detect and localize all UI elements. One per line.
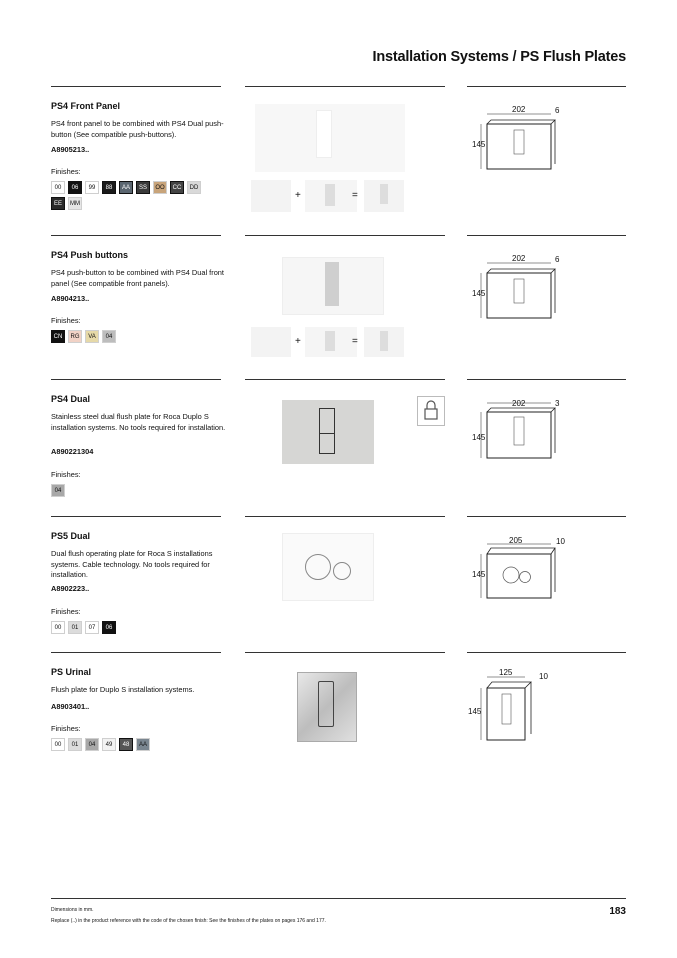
product-code: A8902223.. [51,584,90,593]
dim-height: 145 [468,707,482,716]
finish-swatch-rg: RG [68,330,82,343]
page-number: 183 [609,906,626,917]
dimension-drawing [467,86,626,221]
equals-sign: = [352,190,358,201]
dimension-drawing [467,379,626,514]
footnote-dimensions: Dimensions in mm. [51,907,94,913]
finish-swatch-49: 49 [102,738,116,751]
finish-swatch-cn: CN [51,330,65,343]
divider [245,86,445,87]
product-ps4-front-panel [51,86,626,221]
finish-swatch-aa: AA [136,738,150,751]
finish-swatch-va: VA [85,330,99,343]
dim-depth: 10 [556,537,565,546]
dim-depth: 3 [555,399,560,408]
finish-swatches [51,738,211,751]
large-button [305,554,331,580]
product-code: A8904213.. [51,294,90,303]
padlock-icon [418,396,444,424]
button-shape [325,184,335,206]
finish-swatch-48: 48 [119,738,133,751]
finish-swatches [51,484,211,497]
finish-swatch-01: 01 [68,738,82,751]
finish-swatch-06: 06 [68,181,82,194]
button-shape [380,184,388,204]
dimension-drawing [467,652,626,787]
finish-swatch-ss: SS [136,181,150,194]
finishes-label: Finishes: [51,167,81,176]
dim-height: 145 [472,289,486,298]
front-panel-thumb [251,327,291,357]
product-name: PS4 Push buttons [51,250,129,260]
finish-swatches [51,181,211,210]
footer-divider [51,898,626,899]
dim-width: 202 [512,105,526,114]
divider [245,235,445,236]
product-photo [255,104,405,172]
plate-image [316,110,332,158]
dimension-svg [467,86,626,221]
button-split [319,433,335,434]
dimension-drawing [467,235,626,370]
finishes-label: Finishes: [51,607,81,616]
product-photo [282,257,384,315]
product-description: Dual flush operating plate for Roca S installations systems. Cable technology. No tools required for installation. [51,549,213,579]
push-button-thumb [305,180,357,212]
dimension-svg [467,235,626,370]
product-description: Stainless steel dual flush plate for Roca Duplo S installation systems. No tools required for installation. [51,412,226,432]
product-description: PS4 front panel to be combined with PS4 Dual push-button (See compatible push-buttons). [51,119,224,139]
finishes-label: Finishes: [51,470,81,479]
finish-swatch-00: 00 [51,621,65,634]
divider [245,516,445,517]
product-name: PS4 Front Panel [51,101,121,111]
button-shape [380,331,388,351]
dimension-drawing [467,516,626,651]
plus-sign: + [295,190,301,201]
equals-sign: = [352,336,358,347]
dim-depth: 6 [555,106,560,115]
dim-height: 145 [472,140,486,149]
dimension-svg [467,516,626,651]
button-shape [319,408,335,454]
product-ps-urinal [51,652,626,787]
assembled-thumb [364,180,404,212]
finish-swatch-07: 07 [85,621,99,634]
button-shape [325,331,335,351]
finish-swatch-06: 06 [102,621,116,634]
product-description: PS4 push-button to be combined with PS4 Dual front panel (See compatible front panels). [51,268,224,288]
divider [245,379,445,380]
finish-swatch-aa: AA [119,181,133,194]
dim-height: 145 [472,570,486,579]
finish-swatch-dd: DD [187,181,201,194]
finish-swatch-cc: CC [170,181,184,194]
finish-swatch-88: 88 [102,181,116,194]
dim-width: 205 [509,536,523,545]
finish-swatches [51,621,211,634]
page-title: Installation Systems / PS Flush Plates [372,49,626,65]
padlock-box [417,396,445,426]
divider [51,235,221,236]
finish-swatch-01: 01 [68,621,82,634]
finish-swatch-ee: EE [51,197,65,210]
finish-swatch-00: 00 [51,181,65,194]
product-photo [297,672,357,742]
divider [51,516,221,517]
product-ps4-push-buttons [51,235,626,370]
small-button [333,562,351,580]
finish-swatch-04: 04 [102,330,116,343]
product-code: A8905213.. [51,145,90,154]
finish-swatch-00: 00 [51,738,65,751]
product-code: A890221304 [51,447,94,456]
finish-swatch-04: 04 [51,484,65,497]
product-name: PS Urinal [51,667,92,677]
dim-width: 202 [512,399,526,408]
dim-depth: 10 [539,672,548,681]
divider [51,652,221,653]
footnote-replace: Replace (..) in the product reference with the code of the chosen finish: See the finishes of the plates on pages 176 and 177. [51,918,326,924]
finish-swatch-oo: OO [153,181,167,194]
dim-width: 202 [512,254,526,263]
product-photo [282,533,374,601]
finishes-label: Finishes: [51,724,81,733]
finish-swatches [51,330,211,343]
product-ps5-dual [51,516,626,651]
product-ps4-dual [51,379,626,514]
dim-width: 125 [499,668,513,677]
finish-swatch-mm: MM [68,197,82,210]
button-shape [325,262,339,306]
dimension-svg [467,379,626,514]
dim-depth: 6 [555,255,560,264]
product-description: Flush plate for Duplo S installation systems. [51,685,195,694]
front-panel-thumb [251,180,291,212]
push-button-thumb [305,327,357,357]
plus-sign: + [295,336,301,347]
finishes-label: Finishes: [51,316,81,325]
product-photo [282,400,374,464]
finish-swatch-99: 99 [85,181,99,194]
product-name: PS5 Dual [51,531,91,541]
assembled-thumb [364,327,404,357]
finish-swatch-04: 04 [85,738,99,751]
dim-height: 145 [472,433,486,442]
button-shape [318,681,334,727]
product-name: PS4 Dual [51,394,91,404]
divider [51,86,221,87]
divider [245,652,445,653]
product-code: A8903401.. [51,702,90,711]
divider [51,379,221,380]
